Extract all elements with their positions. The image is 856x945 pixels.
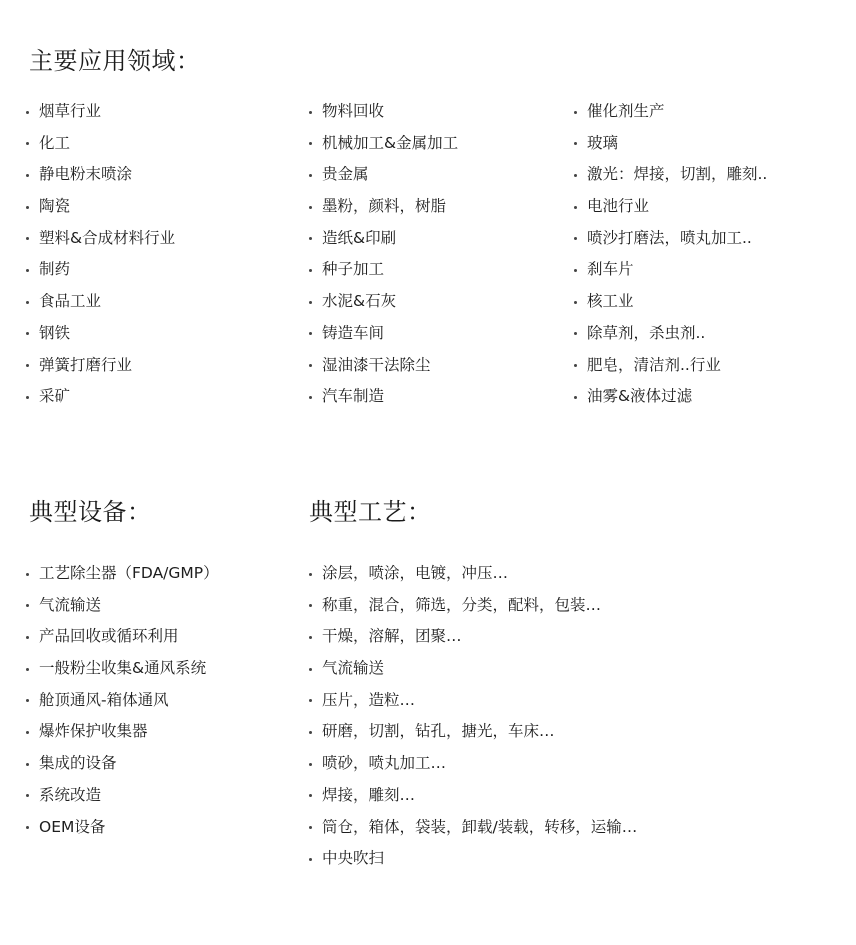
equipment-item: 集成的设备	[25, 748, 219, 780]
application-item: 汽车制造	[308, 381, 458, 413]
equipment-item: 舱顶通风-箱体通风	[25, 685, 219, 717]
application-item: 刹车片	[573, 254, 767, 286]
application-item: 除草剂，杀虫剂..	[573, 318, 767, 350]
process-item: 气流输送	[308, 653, 637, 685]
application-item: 弹簧打磨行业	[25, 350, 175, 382]
application-item: 激光：焊接，切割，雕刻..	[573, 159, 767, 191]
processes-list	[308, 558, 637, 875]
application-item: 烟草行业	[25, 96, 175, 128]
application-item: 电池行业	[573, 191, 767, 223]
equipment-item: 工艺除尘器（FDA/GMP）	[25, 558, 219, 590]
process-item: 干燥，溶解，团聚…	[308, 621, 637, 653]
application-item: 油雾&液体过滤	[573, 381, 767, 413]
equipment-list	[25, 558, 219, 843]
application-item: 湿油漆干法除尘	[308, 350, 458, 382]
applications-list-column-3	[573, 96, 767, 413]
process-item: 涂层，喷涂，电镀，冲压…	[308, 558, 637, 590]
equipment-item: 系统改造	[25, 780, 219, 812]
application-item: 化工	[25, 128, 175, 160]
application-item: 机械加工&金属加工	[308, 128, 458, 160]
application-item: 静电粉末喷涂	[25, 159, 175, 191]
process-item: 焊接，雕刻…	[308, 780, 637, 812]
application-item: 催化剂生产	[573, 96, 767, 128]
equipment-heading: 典型设备：	[29, 498, 152, 526]
equipment-item: 气流输送	[25, 590, 219, 622]
process-item: 称重，混合，筛选，分类，配料，包装…	[308, 590, 637, 622]
application-item: 核工业	[573, 286, 767, 318]
processes-heading: 典型工艺：	[309, 498, 432, 526]
equipment-item: OEM设备	[25, 812, 219, 844]
application-item: 玻璃	[573, 128, 767, 160]
process-item: 压片，造粒…	[308, 685, 637, 717]
application-item: 喷沙打磨法，喷丸加工..	[573, 223, 767, 255]
application-item: 陶瓷	[25, 191, 175, 223]
process-item: 中央吹扫	[308, 843, 637, 875]
application-item: 钢铁	[25, 318, 175, 350]
process-item: 筒仓，箱体，袋装，卸载/装载，转移，运输…	[308, 812, 637, 844]
application-item: 制药	[25, 254, 175, 286]
application-item: 墨粉，颜料，树脂	[308, 191, 458, 223]
equipment-item: 产品回收或循环利用	[25, 621, 219, 653]
application-item: 食品工业	[25, 286, 175, 318]
process-item: 研磨，切割，钻孔，搪光，车床…	[308, 716, 637, 748]
applications-list-column-2	[308, 96, 458, 413]
application-item: 贵金属	[308, 159, 458, 191]
equipment-item: 一般粉尘收集&通风系统	[25, 653, 219, 685]
equipment-item: 爆炸保护收集器	[25, 716, 219, 748]
application-item: 采矿	[25, 381, 175, 413]
application-item: 肥皂，清洁剂..行业	[573, 350, 767, 382]
applications-list-column-1	[25, 96, 175, 413]
application-item: 物料回收	[308, 96, 458, 128]
application-item: 铸造车间	[308, 318, 458, 350]
application-item: 塑料&合成材料行业	[25, 223, 175, 255]
application-item: 水泥&石灰	[308, 286, 458, 318]
application-item: 种子加工	[308, 254, 458, 286]
applications-heading: 主要应用领域：	[29, 47, 201, 75]
process-item: 喷砂，喷丸加工…	[308, 748, 637, 780]
application-item: 造纸&印刷	[308, 223, 458, 255]
